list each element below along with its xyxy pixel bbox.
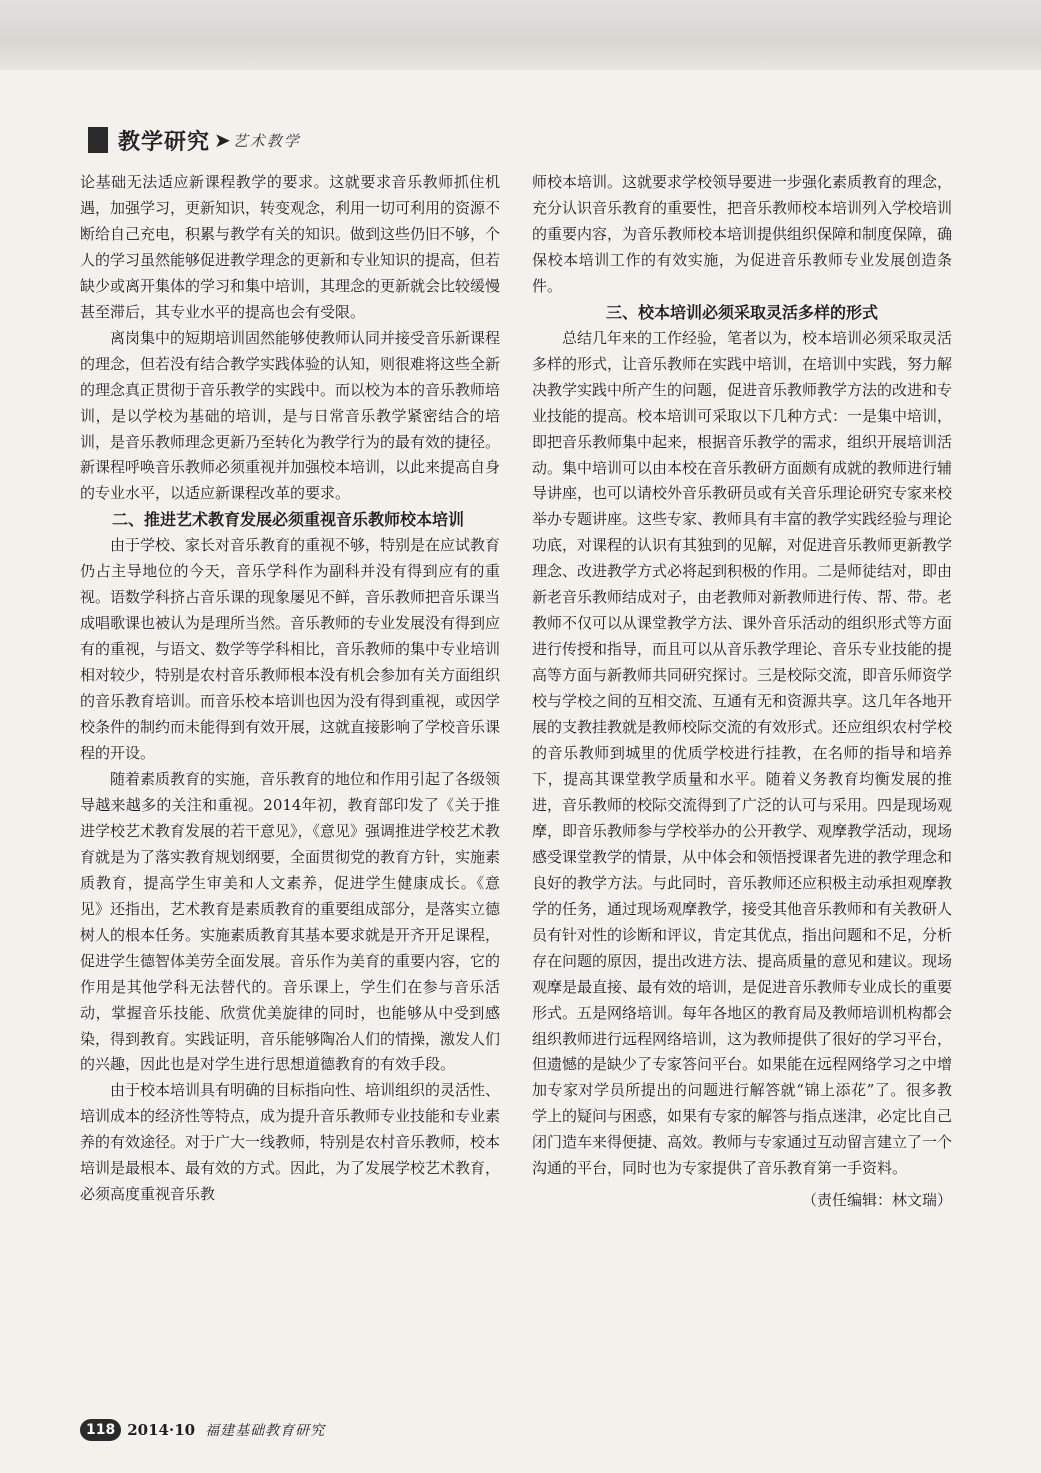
arrow-icon: ➤ [214,128,231,152]
section-title: 教学研究 [118,129,211,155]
section-heading: 二、推进艺术教育发展必须重视音乐教师校本培训 [112,510,465,530]
paragraph: 由于学校、家长对音乐教育的重视不够，特别是在应试教育仍占主导地位的今天，音乐学科作为副科并没有得到应有的重视。语数学科挤占音乐课的现象屡见不鲜，音乐教师把音乐课当成唱歌课也被认为是理所当然。音乐教师的专业发展没有得到应有的重视，与语文、数学等学科相比，音乐教师的集中专业培训相对较少，特别是农村音乐教师根本没有机会参加有关方面组织的音乐教育培训。而音乐校本培训也因为没有得到重视，或因学校条件的制约而未能得到有效开展，这就直接影响了学校音乐课程的开设。 [80,536,501,763]
header-block-mark [88,127,108,153]
scan-top-band [0,0,1041,70]
paragraph: 由于校本培训具有明确的目标指向性、培训组织的灵活性、培训成本的经济性等特点，成为提升音乐教师专业技能和专业素养的有效途径。对于广大一线教师，特别是农村音乐教师，校本培训是最根本、最有效的方式。因此，为了发展学校艺术教育，必须高度重视音乐教 [80,1081,501,1204]
page-number: 118 [80,1419,121,1441]
journal-name: 福建基础教育研究 [205,1423,326,1439]
left-column [80,170,500,1208]
editor-credit: （责任编辑：林文瑞） [801,1191,952,1210]
paragraph: 师校本培训。这就要求学校领导要进一步强化素质教育的理念，充分认识音乐教育的重要性，把音乐教师校本培训列入学校培训的重要内容，为音乐教师校本培训提供组织保障和制度保障，确保校本培训工作的有效实施，为促进音乐教师专业发展创造条件。 [532,173,953,295]
section-header [88,120,301,160]
section-subtitle: 艺术教学 [232,131,301,150]
right-column [532,170,952,1214]
issue-date: 2014·10 [127,1421,196,1439]
paragraph: 离岗集中的短期培训固然能够使教师认同并接受音乐新课程的理念，但若没有结合教学实践体验的认知，则很难将这些全新的理念真正贯彻于音乐教学的实践中。而以校为本的音乐教师培训，是以学校为基础的培训，是与日常音乐教学紧密结合的培训，是音乐教师理念更新乃至转化为教学行为的最有效的捷径。新课程呼唤音乐教师必须重视并加强校本培训，以此来提高自身的专业水平，以适应新课程改革的要求。 [80,328,501,503]
paragraph: 随着素质教育的实施，音乐教育的地位和作用引起了各级领导越来越多的关注和重视。2014年初，教育部印发了《关于推进学校艺术教育发展的若干意见》，《意见》强调推进学校艺术教育就是为了落实教育规划纲要，全面贯彻党的教育方针，实施素质教育，提高学生审美和人文素养，促进学生健康成长。《意见》还指出，艺术教育是素质教育的重要组成部分，是落实立德树人的根本任务。实施素质教育其基本要求就是开齐开足课程，促进学生德智体美劳全面发展。音乐作为美育的重要内容，它的作用是其他学科无法替代的。音乐课上，学生们在参与音乐活动，掌握音乐技能、欣赏优美旋律的同时，也能够从中受到感染，得到教育。实践证明，音乐能够陶冶人们的情操，激发人们的兴趣，因此也是对学生进行思想道德教育的有效手段。 [80,769,501,1074]
section-heading: 三、校本培训必须采取灵活多样的形式 [605,302,878,322]
page-footer [80,1415,325,1445]
paragraph: 总结几年来的工作经验，笔者以为，校本培训必须采取灵活多样的形式，让音乐教师在实践中培训，在培训中实践，努力解决教学实践中所产生的问题，促进音乐教师教学方法的改进和专业技能的提高。校本培训可采取以下几种方式：一是集中培训，即把音乐教师集中起来，根据音乐教学的需求，组织开展培训活动。集中培训可以由本校在音乐教研方面颇有成就的教师进行辅导讲座，也可以请校外音乐教研员或有关音乐理论研究专家来校举办专题讲座。这些专家、教师具有丰富的教学实践经验与理论功底，对课程的认识有其独到的见解，对促进音乐教师更新教学理念、改进教学方式必将起到积极的作用。二是师徒结对，即由新老音乐教师结成对子，由老教师对新教师进行传、帮、带。老教师不仅可以从课堂教学方法、课外音乐活动的组织形式等方面进行传授和指导，而且可以从音乐教学理论、音乐专业技能的提高等方面与新教师共同研究探讨。三是校际交流，即音乐师资学校与学校之间的互相交流、互通有无和资源共享。这几年各地开展的支教挂教就是教师校际交流的有效形式。还应组织农村学校的音乐教师到城里的优质学校进行挂教，在名师的指导和培养下，提高其课堂教学质量和水平。随着义务教育均衡发展的推进，音乐教师的校际交流得到了广泛的认可与采用。四是现场观摩，即音乐教师参与学校举办的公开教学、观摩教学活动，现场感受课堂教学的情景，从中体会和领悟授课者先进的教学理念和良好的教学方法。与此同时，音乐教师还应积极主动承担观摩教学的任务，通过现场观摩教学，接受其他音乐教师和有关教研人员有针对性的诊断和评议，肯定其优点，指出问题和不足，分析存在问题的原因，提出改进方法、提高质量的意见和建议。现场观摩是最直接、最有效的培训，是促进音乐教师专业成长的重要形式。五是网络培训。每年各地区的教育局及教师培训机构都会组织教师进行远程网络培训，这为教师提供了很好的学习平台，但遗憾的是缺少了专家答问平台。如果能在远程网络学习之中增加专家对学员所提出的问题进行解答就“锦上添花”了。很多教学上的疑问与困惑，如果有专家的解答与指点迷津，必定比自己闭门造车来得便捷、高效。教师与专家通过互动留言建立了一个沟通的平台，同时也为专家提供了音乐教育第一手资料。 [532,328,953,1178]
paragraph: 论基础无法适应新课程教学的要求。这就要求音乐教师抓住机遇，加强学习，更新知识，转变观念，利用一切可利用的资源不断给自己充电，积累与教学有关的知识。做到这些仍旧不够，个人的学习虽然能够促进教学理念的更新和专业知识的提高，但若缺少或离开集体的学习和集中培训，其理念的更新就会比较缓慢甚至滞后，其专业水平的提高也会有受限。 [80,173,501,321]
